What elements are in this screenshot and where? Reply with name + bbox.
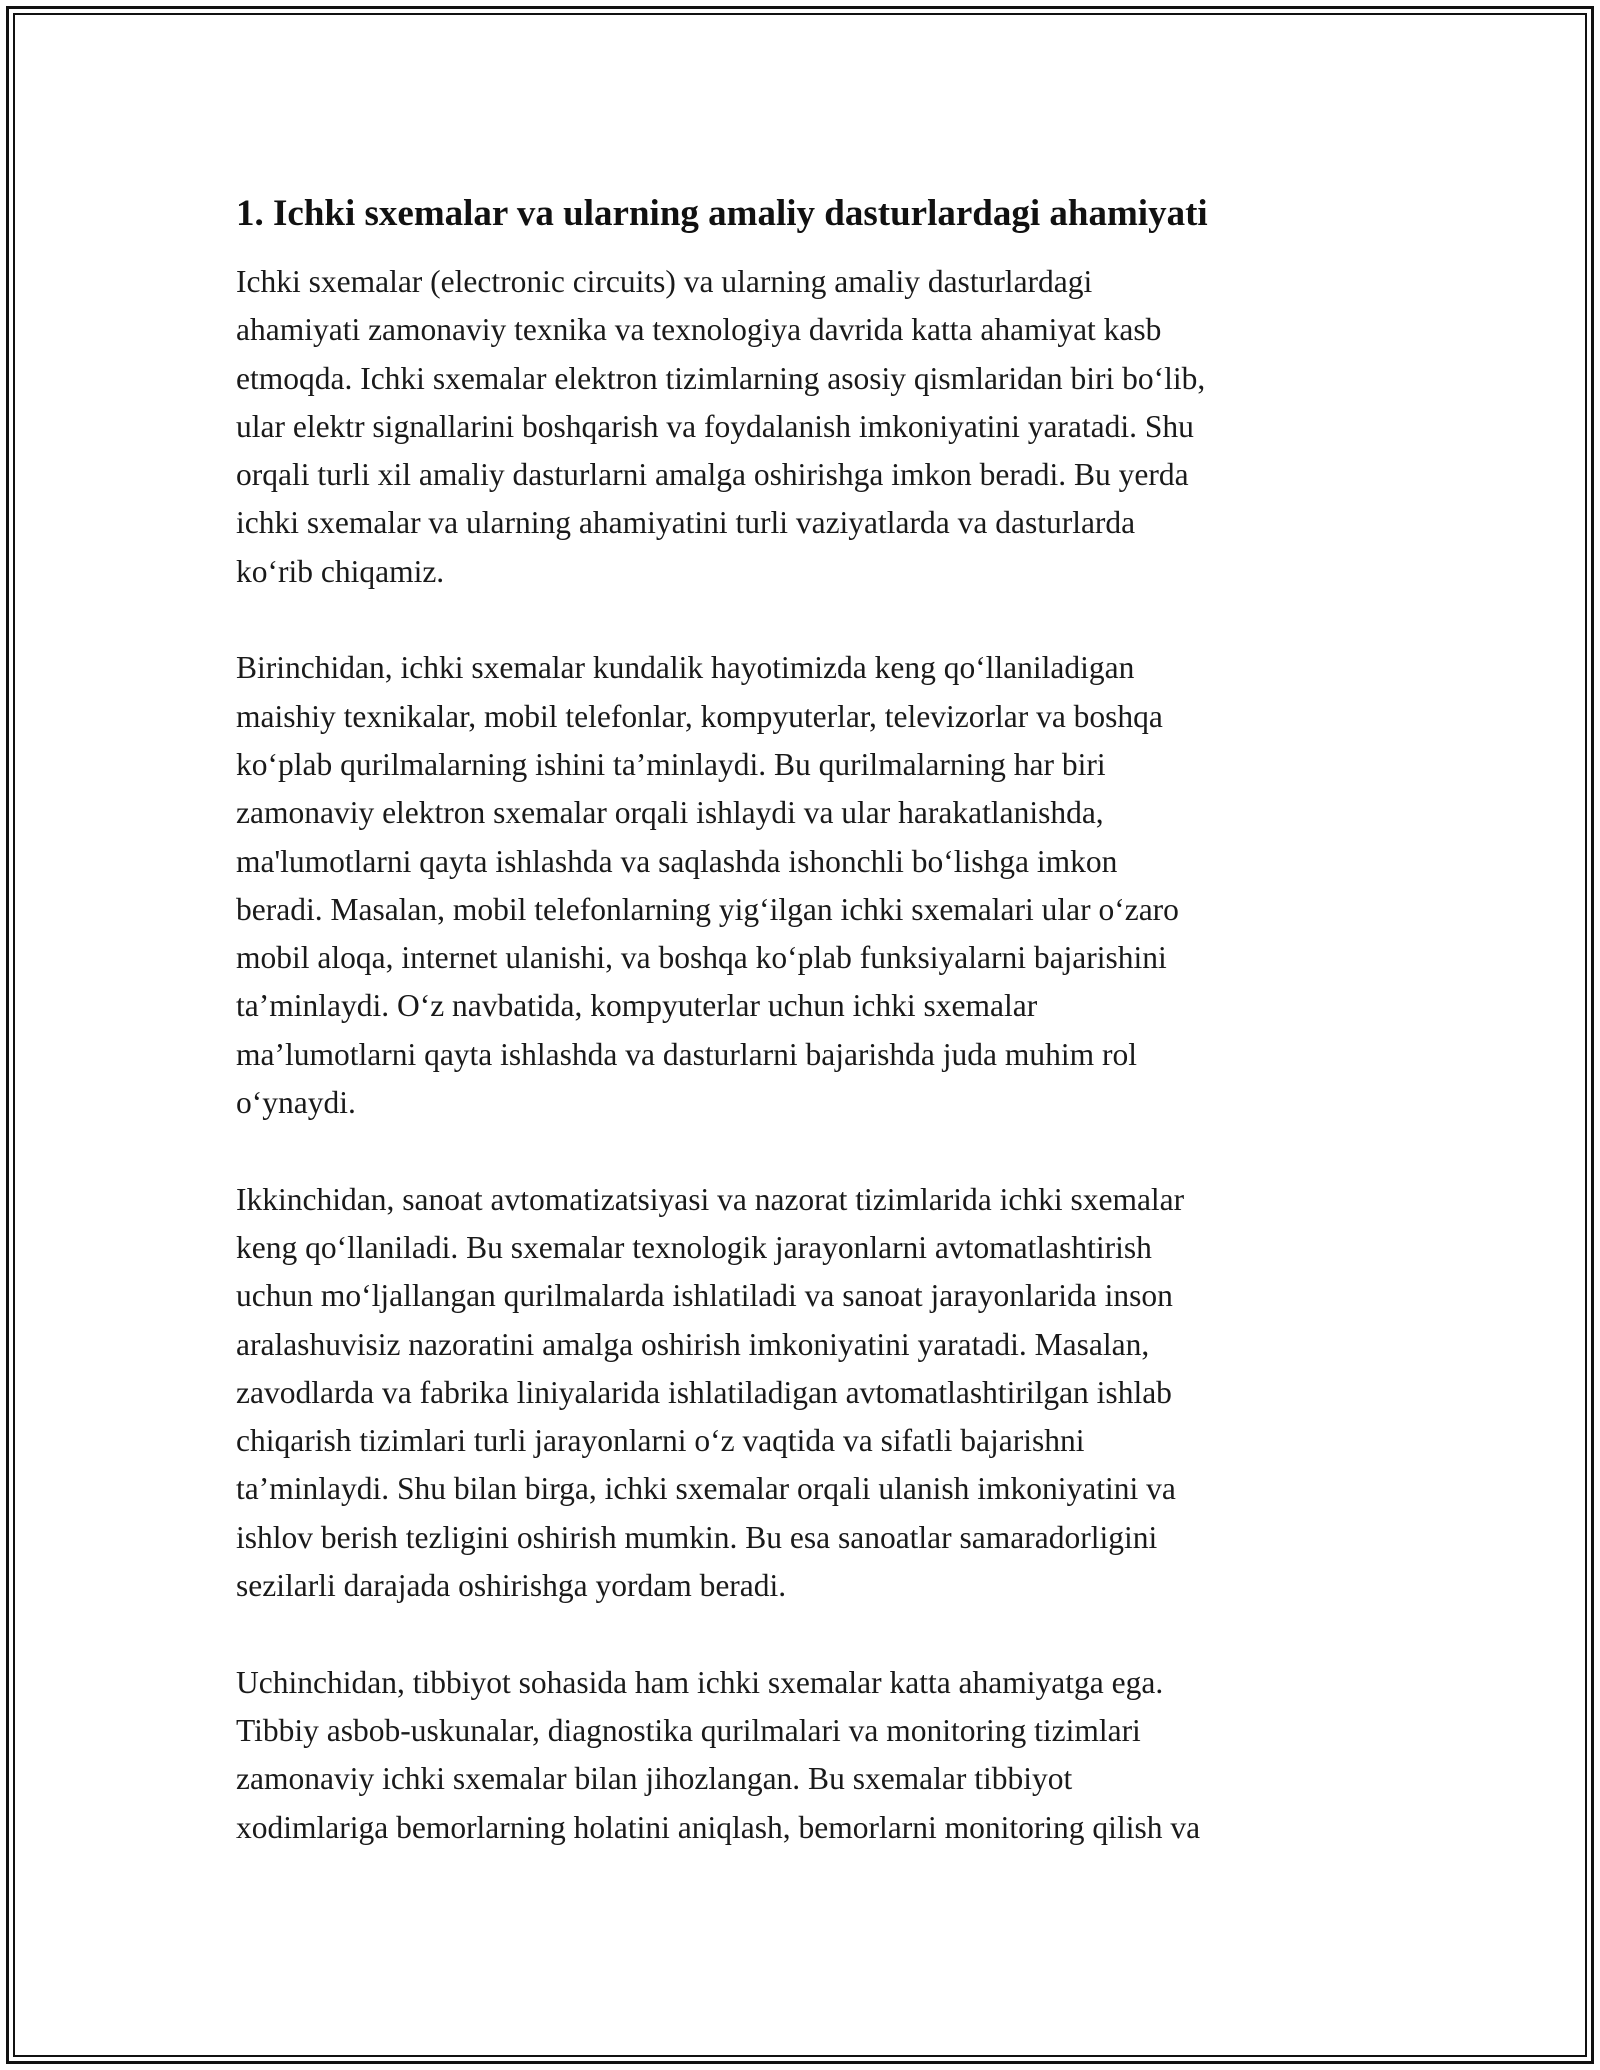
text-line: chiqarish tizimlari turli jarayonlarni o‘z vaqtida va sifatli bajarishni <box>236 1423 1085 1459</box>
paragraph-4 <box>236 1659 1376 1852</box>
text-line: aralashuvisiz nazoratini amalga oshirish imkoniyatini yaratadi. Masalan, <box>236 1326 1150 1362</box>
paragraph-1 <box>236 258 1376 596</box>
text-line: ular elektr signallarini boshqarish va foydalanish imkoniyatini yaratadi. Shu <box>236 408 1194 444</box>
text-line: ma’lumotlarni qayta ishlashda va dasturlarni bajarishda juda muhim rol <box>236 1036 1138 1072</box>
text-line: sezilarli darajada oshirishga yordam beradi. <box>236 1568 787 1604</box>
paragraph-3 <box>236 1176 1376 1611</box>
text-line: zamonaviy ichki sxemalar bilan jihozlangan. Bu sxemalar tibbiyot <box>236 1761 1073 1797</box>
text-line: ma'lumotlarni qayta ishlashda va saqlashda ishonchli bo‘lishga imkon <box>236 843 1118 879</box>
text-line: uchun mo‘ljallangan qurilmalarda ishlatiladi va sanoat jarayonlarida inson <box>236 1278 1173 1314</box>
text-line: etmoqda. Ichki sxemalar elektron tizimlarning asosiy qismlaridan biri bo‘lib, <box>236 360 1206 396</box>
text-line: Tibbiy asbob-uskunalar, diagnostika qurilmalari va monitoring tizimlari <box>236 1712 1141 1748</box>
text-line: zavodlarda va fabrika liniyalarida ishlatiladigan avtomatlashtirilgan ishlab <box>236 1374 1172 1410</box>
text-line: beradi. Masalan, mobil telefonlarning yig‘ilgan ichki sxemalari ular o‘zaro <box>236 891 1179 927</box>
text-line: ko‘rib chiqamiz. <box>236 553 445 589</box>
text-line: ta’minlaydi. O‘z navbatida, kompyuterlar uchun ichki sxemalar <box>236 988 1038 1024</box>
paragraph-2 <box>236 644 1376 1127</box>
text-line: Ikkinchidan, sanoat avtomatizatsiyasi va nazorat tizimlarida ichki sxemalar <box>236 1181 1185 1217</box>
text-line: ko‘plab qurilmalarning ishini ta’minlaydi. Bu qurilmalarning har biri <box>236 746 1106 782</box>
section-heading: 1. Ichki sxemalar va ularning amaliy dasturlardagi ahamiyati <box>236 193 1208 234</box>
text-line: zamonaviy elektron sxemalar orqali ishlaydi va ular harakatlanishda, <box>236 795 1104 831</box>
text-line: xodimlariga bemorlarning holatini aniqlash, bemorlarni monitoring qilish va <box>236 1809 1201 1845</box>
text-line: ichki sxemalar va ularning ahamiyatini turli vaziyatlarda va dasturlarda <box>236 505 1136 541</box>
text-line: o‘ynaydi. <box>236 1085 356 1121</box>
text-line: maishiy texnikalar, mobil telefonlar, kompyuterlar, televizorlar va boshqa <box>236 698 1163 734</box>
paragraph-container <box>236 258 1376 1852</box>
text-line: ishlov berish tezligini oshirish mumkin. Bu esa sanoatlar samaradorligini <box>236 1519 1158 1555</box>
text-line: ta’minlaydi. Shu bilan birga, ichki sxemalar orqali ulanish imkoniyatini va <box>236 1471 1176 1507</box>
text-line: Ichki sxemalar (electronic circuits) va ularning amaliy dasturlardagi <box>236 264 1093 299</box>
text-line: ahamiyati zamonaviy texnika va texnologiya davrida katta ahamiyat kasb <box>236 312 1162 348</box>
document-body <box>236 188 1376 1852</box>
text-line: orqali turli xil amaliy dasturlarni amalga oshirishga imkon beradi. Bu yerda <box>236 457 1189 493</box>
text-line: mobil aloqa, internet ulanishi, va boshqa ko‘plab funksiyalarni bajarishini <box>236 940 1167 976</box>
text-line: Uchinchidan, tibbiyot sohasida ham ichki sxemalar katta ahamiyatga ega. <box>236 1664 1164 1700</box>
text-line: keng qo‘llaniladi. Bu sxemalar texnologik jarayonlarni avtomatlashtirish <box>236 1229 1152 1265</box>
text-line: Birinchidan, ichki sxemalar kundalik hayotimizda keng qo‘llaniladigan <box>236 650 1135 686</box>
